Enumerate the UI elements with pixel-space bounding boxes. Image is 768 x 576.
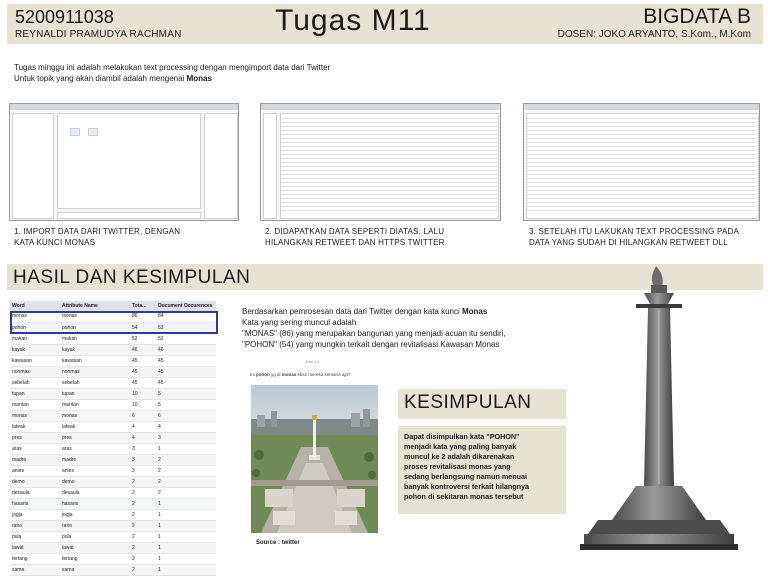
- cell-total: 45: [130, 366, 156, 377]
- screenshot-row-line: [281, 178, 498, 179]
- cell-word: aras: [10, 443, 60, 454]
- table-row: [10, 542, 216, 553]
- step-1-caption: [14, 226, 180, 248]
- intro-line-2: [14, 73, 330, 84]
- source-value: twitter: [281, 540, 300, 546]
- screenshot-row-line: [281, 154, 498, 155]
- step-1-line-1: 1. IMPORT DATA DARI TWITTER, DENGAN: [14, 227, 181, 236]
- table-row: [10, 333, 216, 344]
- source-label: Source :: [256, 540, 282, 546]
- cell-total: 54: [130, 322, 156, 333]
- step-3-caption: [529, 226, 739, 248]
- screenshot-row-line: [281, 170, 498, 171]
- screenshot-sidebar: [263, 113, 277, 219]
- tweet-word-monas: monas: [281, 372, 297, 377]
- cell-occurrences: 84: [156, 311, 216, 322]
- monas-aerial-photo: [251, 385, 378, 533]
- screenshot-row-line: [281, 122, 498, 123]
- cell-total: 2: [130, 498, 156, 509]
- conclusion-line: pohon di sekitaran monas tersebut: [404, 492, 524, 501]
- cell-attribute: kawasan: [60, 355, 130, 366]
- section-title: HASIL DAN KESIMPULAN: [13, 267, 251, 288]
- screenshot-row-line: [281, 166, 498, 167]
- screenshot-data-table: [260, 103, 501, 221]
- screenshot-row-line: [281, 118, 498, 119]
- column-header-occurrences: Document Occurences: [156, 301, 216, 311]
- screenshot-row-line: [281, 190, 498, 191]
- step-1-line-2: KATA KUNCI MONAS: [14, 238, 96, 247]
- tweet-date: Dec 13: [306, 359, 319, 364]
- cell-word: pohon: [10, 322, 60, 333]
- cell-attribute: aras: [60, 443, 130, 454]
- screenshot-row-line: [527, 166, 758, 167]
- result-text: [242, 306, 572, 350]
- cell-total: 2: [130, 476, 156, 487]
- table-row: [10, 531, 216, 542]
- conclusion-line: Dapat disimpulkan kata "POHON": [404, 432, 520, 441]
- tweet-photo: [251, 385, 378, 533]
- screenshot-toolbar: [261, 104, 500, 110]
- screenshot-right-panel: [204, 113, 238, 219]
- screenshot-row-line: [527, 158, 758, 159]
- cell-attribute: rano: [60, 520, 130, 531]
- cell-occurrences: 2: [156, 454, 216, 465]
- conclusion-header: [398, 389, 566, 419]
- cell-total: 45: [130, 355, 156, 366]
- cell-attribute: makan: [60, 333, 130, 344]
- result-line-2: Kata yang sering muncul adalah: [242, 318, 357, 327]
- step-2-line-2: HILANGKAN RETWEET DAN HTTPS TWITTER: [265, 238, 445, 247]
- cell-occurrences: 1: [156, 498, 216, 509]
- screenshot-row-line: [281, 130, 498, 131]
- cell-occurrences: 53: [156, 322, 216, 333]
- table-row: [10, 432, 216, 443]
- cell-total: 6: [130, 410, 156, 421]
- cell-occurrences: 1: [156, 542, 216, 553]
- cell-attribute: kayak: [60, 344, 130, 355]
- cell-occurrences: 5: [156, 399, 216, 410]
- cell-total: 2: [130, 553, 156, 564]
- table-row: [10, 564, 216, 575]
- screenshot-row-line: [527, 178, 758, 179]
- screenshot-operator-a: [70, 128, 80, 136]
- cell-total: 45: [130, 377, 156, 388]
- cell-total: 3: [130, 443, 156, 454]
- cell-occurrences: 1: [156, 531, 216, 542]
- table-row: [10, 465, 216, 476]
- cell-word: monas: [10, 311, 60, 322]
- table-row: [10, 399, 216, 410]
- table-row: [10, 553, 216, 564]
- table-row: [10, 487, 216, 498]
- cell-attribute: tupan: [60, 388, 130, 399]
- cell-word: lateak: [10, 421, 60, 432]
- result-keyword: Monas: [461, 307, 488, 316]
- cell-attribute: lateak: [60, 421, 130, 432]
- cell-attribute: pohon: [60, 322, 130, 333]
- table-row: [10, 498, 216, 509]
- cell-attribute: desaula: [60, 487, 130, 498]
- screenshot-row-line: [281, 174, 498, 175]
- cell-attribute: sama: [60, 564, 130, 575]
- screenshot-toolbar: [524, 104, 759, 110]
- cell-occurrences: 5: [156, 388, 216, 399]
- cell-word: tupan: [10, 388, 60, 399]
- step-2-line-1: 2. DIDAPATKAN DATA SEPERTI DIATAS, LALU: [265, 227, 445, 236]
- cell-occurrences: 3: [156, 432, 216, 443]
- cell-total: 52: [130, 333, 156, 344]
- screenshot-row-line: [281, 202, 498, 203]
- cell-total: 2: [130, 520, 156, 531]
- cell-occurrences: 46: [156, 344, 216, 355]
- tweet-text-suffix: kbs2 mereka kemana aja?: [296, 372, 351, 377]
- screenshot-import-twitter: [9, 103, 239, 221]
- cell-attribute: anies: [60, 465, 130, 476]
- screenshot-row-line: [527, 210, 758, 211]
- conclusion-line: sedang berlangsung namun menuai: [404, 472, 528, 481]
- cell-attribute: lawat: [60, 542, 130, 553]
- step-3-line-1: 3. SETELAH ITU LAKUKAN TEXT PROCESSING PADA: [529, 227, 739, 236]
- cell-word: demo: [10, 476, 60, 487]
- conclusion-line: muncul ke 2 adalah dikarenakan: [404, 452, 515, 461]
- cell-total: 3: [130, 454, 156, 465]
- cell-total: 46: [130, 344, 156, 355]
- cell-word: rano: [10, 520, 60, 531]
- cell-total: 2: [130, 487, 156, 498]
- tweet-text: [250, 372, 350, 377]
- cell-occurrences: 1: [156, 553, 216, 564]
- screenshot-row-line: [527, 162, 758, 163]
- screenshot-row-line: [281, 138, 498, 139]
- cell-occurrences: 1: [156, 443, 216, 454]
- cell-attribute: mantan: [60, 399, 130, 410]
- column-header-total: Tota...: [130, 301, 156, 311]
- monument-drawing: [578, 258, 768, 576]
- screenshot-row-line: [527, 186, 758, 187]
- screenshot-row-line: [281, 186, 498, 187]
- table-row: [10, 377, 216, 388]
- table-header-row: [10, 301, 216, 311]
- tweet-word-pohon: pohon: [256, 372, 270, 377]
- screenshot-bottom-panel: [57, 212, 201, 219]
- screenshot-row-line: [527, 182, 758, 183]
- step-2-caption: [265, 226, 445, 248]
- cell-occurrences: 4: [156, 421, 216, 432]
- screenshot-row-line: [527, 190, 758, 191]
- cell-occurrences: 45: [156, 377, 216, 388]
- cell-occurrences: 6: [156, 410, 216, 421]
- cell-word: nonmas: [10, 366, 60, 377]
- result-line-1-prefix: Berdasarkan pemrosesan data dari Twitter dengan kata kunci: [242, 307, 462, 316]
- header-band: [7, 4, 763, 44]
- page-title: Tugas M11: [275, 4, 431, 37]
- cell-attribute: hasaris: [60, 498, 130, 509]
- lecturer-name: DOSEN: JOKO ARYANTO, S.Kom., M.Kom: [557, 29, 751, 40]
- screenshot-row-line: [527, 142, 758, 143]
- cell-total: 4: [130, 421, 156, 432]
- screenshot-row-line: [527, 198, 758, 199]
- screenshot-row-line: [527, 202, 758, 203]
- step-3-line-2: DATA YANG SUDAH DI HILANGKAN RETWEET DLL: [529, 238, 728, 247]
- conclusion-line: proses revitalisasi monas yang: [404, 462, 511, 471]
- screenshot-row-line: [281, 134, 498, 135]
- table-row: [10, 421, 216, 432]
- result-line-3: "MONAS" (86) yang merupakan bangunan yang menjadi acuan itu sendiri,: [242, 329, 506, 338]
- cell-attribute: demo: [60, 476, 130, 487]
- cell-word: pres: [10, 432, 60, 443]
- cell-word: pula: [10, 531, 60, 542]
- cell-attribute: jogja: [60, 509, 130, 520]
- course-name: BIGDATA B: [643, 5, 751, 28]
- result-line-4: "POHON" (54) yang mungkin terkait dengan revitalisasi Kawasan Monas: [242, 340, 500, 349]
- table-row: [10, 443, 216, 454]
- screenshot-row-line: [527, 122, 758, 123]
- cell-attribute: monas: [60, 410, 130, 421]
- cell-attribute: tertang: [60, 553, 130, 564]
- cell-occurrences: 1: [156, 520, 216, 531]
- intro-topic: Monas: [186, 74, 212, 83]
- screenshot-row-line: [281, 158, 498, 159]
- screenshot-row-line: [527, 170, 758, 171]
- cell-word: jogja: [10, 509, 60, 520]
- word-frequency-table: [10, 301, 216, 576]
- cell-occurrences: 1: [156, 564, 216, 575]
- cell-total: 2: [130, 509, 156, 520]
- screenshot-row-line: [281, 198, 498, 199]
- cell-word: madre: [10, 454, 60, 465]
- cell-word: kawasan: [10, 355, 60, 366]
- cell-total: 2: [130, 564, 156, 575]
- cell-total: 10: [130, 388, 156, 399]
- table-row: [10, 454, 216, 465]
- screenshot-row-line: [281, 210, 498, 211]
- conclusion-box: [398, 426, 566, 514]
- student-id: 5200911038: [15, 7, 114, 27]
- screenshot-row-line: [527, 130, 758, 131]
- screenshot-operator-b: [88, 128, 98, 136]
- cell-word: hasaris: [10, 498, 60, 509]
- cell-word: mantan: [10, 399, 60, 410]
- tweet-text-prefix: Ini: [250, 372, 257, 377]
- intro-line-2-prefix: Untuk topik yang akan diambil adalah mengenai: [14, 74, 187, 83]
- intro-line-1: Tugas minggu ini adalah melakukan text processing dengan mengimport data dari Twitter: [14, 63, 331, 72]
- top-words-highlight: [10, 311, 218, 334]
- screenshot-row-line: [281, 146, 498, 147]
- tweet-text-mid: yg di: [269, 372, 282, 377]
- screenshot-row-line: [527, 146, 758, 147]
- cell-attribute: monas: [60, 311, 130, 322]
- screenshot-row-line: [527, 174, 758, 175]
- cell-word: lawat: [10, 542, 60, 553]
- column-header-word: Word: [10, 301, 60, 311]
- table-row: [10, 388, 216, 399]
- conclusion-line: banyak kontroversi terkait hilangnya: [404, 482, 530, 491]
- cell-attribute: pula: [60, 531, 130, 542]
- screenshot-row-line: [527, 138, 758, 139]
- screenshot-row-line: [281, 162, 498, 163]
- screenshot-processed-text: [523, 103, 760, 221]
- image-source: [256, 540, 300, 546]
- cell-word: makan: [10, 333, 60, 344]
- screenshot-row-line: [527, 134, 758, 135]
- conclusion-text: [404, 432, 560, 502]
- screenshot-row-line: [281, 194, 498, 195]
- cell-total: 10: [130, 399, 156, 410]
- column-header-attribute: Attribute Name: [60, 301, 130, 311]
- screenshot-row-line: [281, 142, 498, 143]
- cell-occurrences: 1: [156, 509, 216, 520]
- cell-total: 4: [130, 432, 156, 443]
- conclusion-title: KESIMPULAN: [404, 392, 532, 413]
- table-row: [10, 344, 216, 355]
- table-row: [10, 366, 216, 377]
- screenshot-grid: [280, 113, 499, 219]
- table-row: [10, 476, 216, 487]
- screenshot-row-line: [281, 126, 498, 127]
- student-name: REYNALDI PRAMUDYA RACHMAN: [15, 29, 182, 40]
- table-row: [10, 520, 216, 531]
- cell-total: 2: [130, 531, 156, 542]
- screenshot-row-line: [281, 206, 498, 207]
- cell-occurrences: 45: [156, 355, 216, 366]
- screenshot-row-line: [527, 194, 758, 195]
- cell-word: sebelah: [10, 377, 60, 388]
- screenshot-grid: [526, 113, 759, 219]
- result-line-1: [242, 306, 572, 317]
- cell-attribute: madre: [60, 454, 130, 465]
- screenshot-row-line: [281, 182, 498, 183]
- screenshot-row-line: [527, 154, 758, 155]
- cell-word: anies: [10, 465, 60, 476]
- cell-occurrences: 45: [156, 366, 216, 377]
- screenshot-row-line: [527, 206, 758, 207]
- cell-word: tertang: [10, 553, 60, 564]
- table-row: [10, 509, 216, 520]
- cell-word: monas: [10, 410, 60, 421]
- screenshot-row-line: [527, 150, 758, 151]
- screenshot-left-panel: [12, 113, 54, 219]
- cell-occurrences: 2: [156, 476, 216, 487]
- cell-word: desaula: [10, 487, 60, 498]
- screenshot-row-line: [281, 150, 498, 151]
- intro-text: [14, 62, 330, 84]
- cell-attribute: sebelah: [60, 377, 130, 388]
- cell-attribute: pres: [60, 432, 130, 443]
- cell-total: 2: [130, 542, 156, 553]
- cell-attribute: nonmas: [60, 366, 130, 377]
- screenshot-row-line: [527, 118, 758, 119]
- cell-total: 3: [130, 465, 156, 476]
- cell-occurrences: 52: [156, 333, 216, 344]
- monas-monument-illustration: [578, 258, 768, 576]
- table-row: [10, 355, 216, 366]
- cell-occurrences: 2: [156, 487, 216, 498]
- cell-word: sama: [10, 564, 60, 575]
- conclusion-line: menjadi kata yang paling banyak: [404, 442, 517, 451]
- screenshot-row-line: [527, 126, 758, 127]
- cell-word: kayak: [10, 344, 60, 355]
- cell-total: 86: [130, 311, 156, 322]
- screenshot-toolbar: [10, 104, 238, 110]
- cell-occurrences: 2: [156, 465, 216, 476]
- table-row: [10, 410, 216, 421]
